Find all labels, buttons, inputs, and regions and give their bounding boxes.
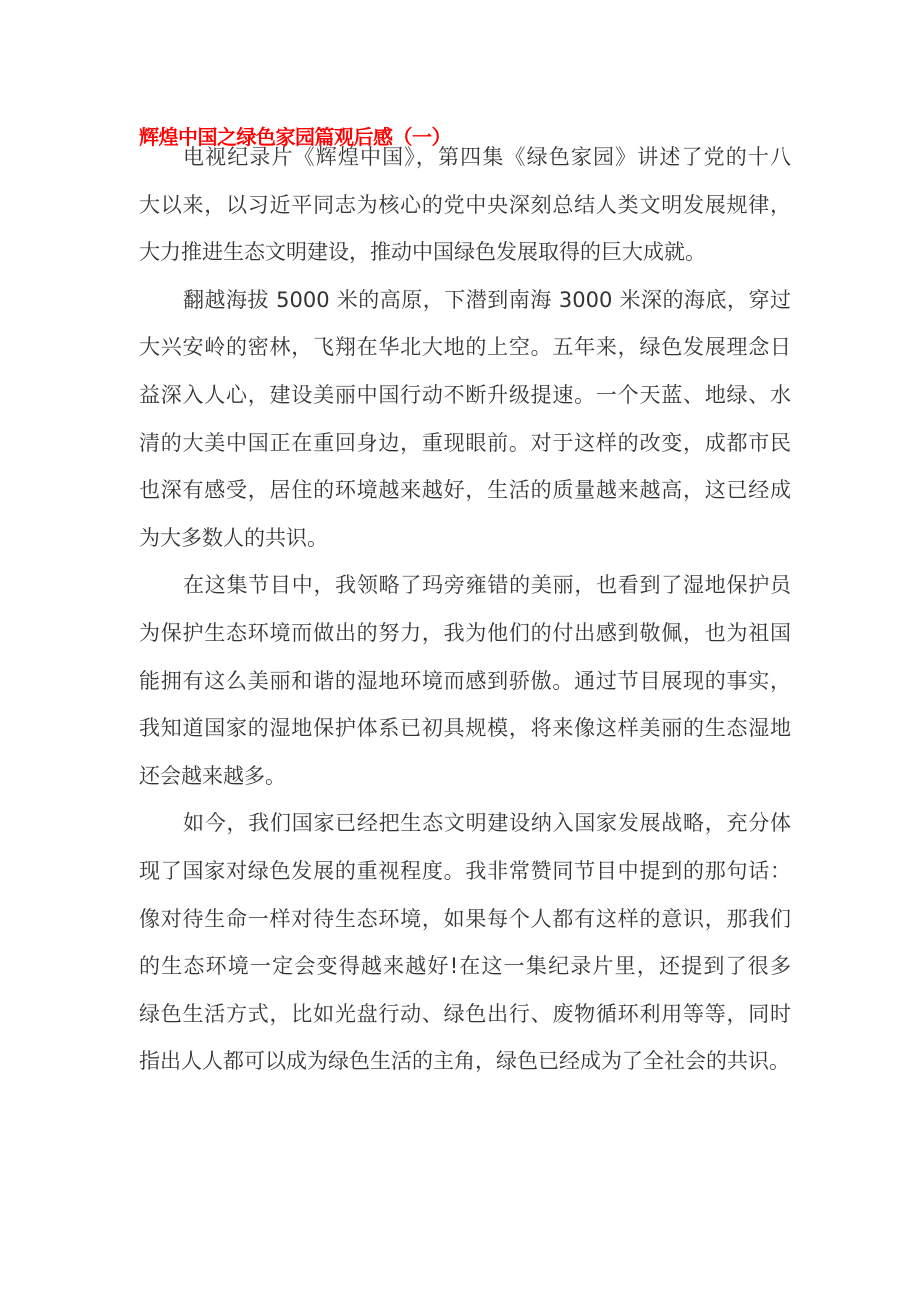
document-title: 辉煌中国之绿色家园篇观后感（一） (139, 125, 451, 149)
paragraph (139, 277, 791, 563)
paragraph-line: 能拥有这么美丽和谐的湿地环境而感到骄傲。通过节目展现的事实， (139, 668, 791, 693)
paragraph-line: 如今，我们国家已经把生态文明建设纳入国家发展战略，充分体 (183, 811, 791, 836)
paragraph-line: 现了国家对绿色发展的重视程度。我非常赞同节目中提到的那句话： (139, 858, 791, 883)
paragraph-line: 我知道国家的湿地保护体系已初具规模，将来像这样美丽的生态湿地 (139, 716, 791, 741)
paragraph-line: 像对待生命一样对待生态环境，如果每个人都有这样的意识，那我们 (139, 906, 791, 931)
paragraph-line: 指出人人都可以成为绿色生活的主角，绿色已经成为了全社会的共识。 (139, 1049, 790, 1074)
paragraph-line: 在这集节目中，我领略了玛旁雍错的美丽，也看到了湿地保护员 (183, 573, 791, 598)
paragraph-line: 的生态环境一定会变得越来越好!在这一集纪录片里，还提到了很多 (139, 954, 791, 979)
paragraph (139, 134, 791, 277)
paragraph-line: 大力推进生态文明建设，推动中国绿色发展取得的巨大成就。 (139, 240, 706, 265)
paragraph (139, 800, 791, 1086)
paragraph-line: 还会越来越多。 (139, 763, 286, 788)
paragraph-line: 大以来，以习近平同志为核心的党中央深刻总结人类文明发展规律， (139, 192, 791, 217)
paragraph-line: 清的大美中国正在重回身边，重现眼前。对于这样的改变，成都市民 (139, 430, 791, 455)
paragraph-line: 为大多数人的共识。 (139, 525, 328, 550)
paragraph-line: 绿色生活方式，比如光盘行动、绿色出行、废物循环利用等等，同时 (139, 1001, 791, 1026)
document-body (139, 134, 791, 1086)
paragraph-line: 也深有感受，居住的环境越来越好，生活的质量越来越高，这已经成 (139, 478, 791, 503)
paragraph-line: 益深入人心，建设美丽中国行动不断升级提速。一个天蓝、地绿、水 (139, 382, 791, 407)
paragraph-line: 为保护生态环境而做出的努力，我为他们的付出感到敬佩，也为祖国 (139, 620, 791, 645)
paragraph-line: 电视纪录片《辉煌中国》，第四集《绿色家园》讲述了党的十八 (183, 145, 791, 169)
paragraph-line: 翻越海拔 5000 米的高原，下潜到南海 3000 米深的海底，穿过 (183, 287, 791, 312)
paragraph (139, 562, 791, 800)
paragraph-line: 大兴安岭的密林，飞翔在华北大地的上空。五年来，绿色发展理念日 (139, 335, 791, 360)
